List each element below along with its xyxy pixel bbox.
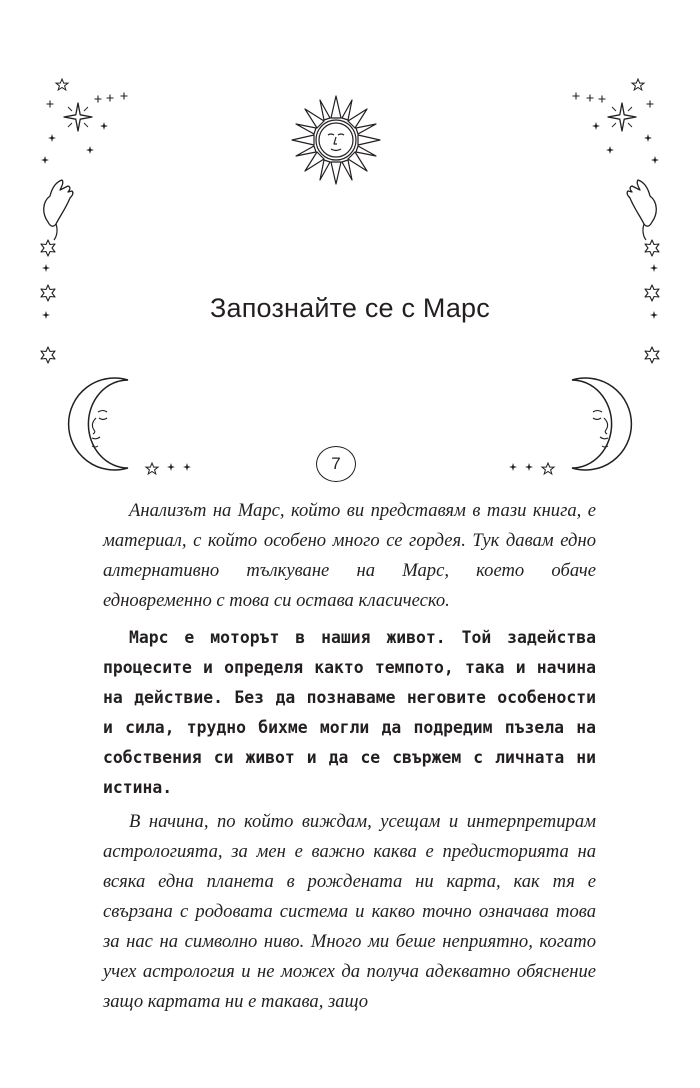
hand-icon [44, 180, 73, 240]
chapter-title: Запознайте се с Марс [210, 293, 490, 324]
paragraph-emphasis: Марс е моторът в нашия живот. Той задейства процесите и определя както темпото, така и начина на действие. Без да познаваме неговите особености и сила, трудно бихме могли да подредим пъзела на собствения си живот и да се свържем с личната ни истина. [103, 628, 596, 797]
crescent-moon-face-icon [69, 378, 128, 470]
paragraph-intro: Анализът на Марс, който ви представям в тази книга, е материал, с който особено много се гордея. Тук давам едно алтернативно тълкуване на Марс, което обаче едновременно с това си остава класическо. [103, 500, 596, 611]
sun-icon [292, 96, 380, 184]
paragraph-continuation: В начина, по който виждам, усещам и интерпретирам астрологията, за мен е важно каква е предисторията на всяка една планета в рождената ни карта, как тя е свързана с родовата система и какво точно означава това за нас на символно ниво. Много ми беше неприятно, когато учех астрология и не можех да получа адекватно обяснение защо картата ни е такава, защо [103, 811, 596, 1012]
body-text [103, 496, 596, 1017]
page-number: 7 [316, 446, 356, 482]
